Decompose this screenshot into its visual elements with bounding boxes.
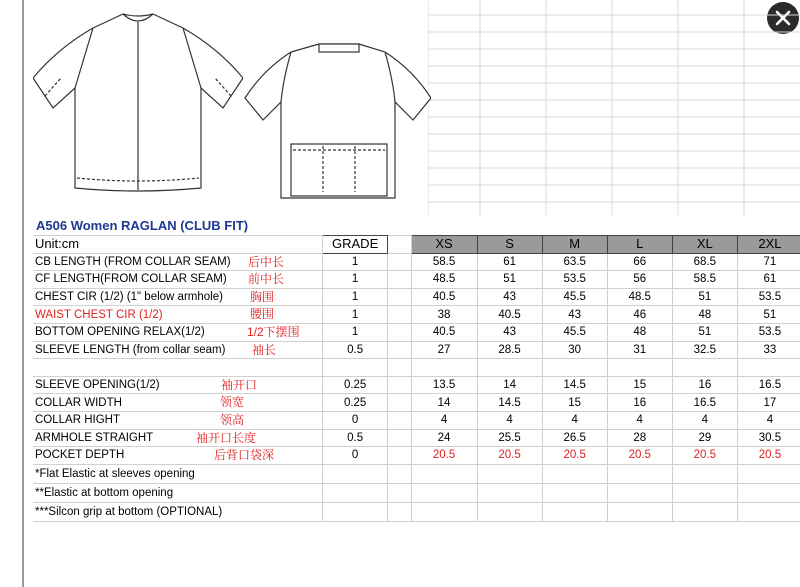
value-cell: 43: [477, 323, 542, 341]
row-label-cell: [33, 306, 323, 324]
value-cell: 61: [737, 271, 800, 289]
empty-cell: [411, 483, 477, 502]
row-label-cell: [33, 341, 323, 359]
value-cell: 20.5: [542, 447, 607, 465]
spacer-cell: [387, 447, 411, 465]
note-text: **Elastic at bottom opening: [33, 483, 323, 502]
table-row: [33, 271, 800, 289]
grade-cell: 0.5: [323, 429, 388, 447]
value-cell: 58.5: [672, 271, 737, 289]
row-label: CHEST CIR (1/2) (1" below armhole): [35, 291, 223, 304]
value-cell: 63.5: [542, 253, 607, 271]
page-border-line: [22, 0, 24, 587]
row-chinese-label: 袖开口: [221, 377, 258, 392]
unit-label: Unit:cm: [33, 236, 323, 254]
row-label-cell: [33, 323, 323, 341]
value-cell: 4: [607, 411, 672, 429]
value-cell: 16: [607, 394, 672, 412]
empty-cell: [607, 359, 672, 377]
value-cell: 40.5: [411, 323, 477, 341]
row-chinese-label: 腰围: [250, 307, 275, 322]
row-chinese-label: 袖开口长度: [196, 430, 257, 445]
row-label-cell: [33, 271, 323, 289]
empty-cell: [323, 464, 388, 483]
value-cell: 30.5: [737, 429, 800, 447]
grade-cell: 1: [323, 288, 388, 306]
spacer-cell: [387, 429, 411, 447]
empty-cell: [33, 359, 323, 377]
size-header-s: S: [477, 236, 542, 254]
empty-cell: [672, 464, 737, 483]
size-header-m: M: [542, 236, 607, 254]
empty-cell: [411, 359, 477, 377]
value-cell: 71: [737, 253, 800, 271]
empty-cell: [542, 502, 607, 521]
row-label-cell: [33, 288, 323, 306]
row-label-cell: [33, 411, 323, 429]
value-cell: 4: [477, 411, 542, 429]
note-text: *Flat Elastic at sleeves opening: [33, 464, 323, 483]
value-cell: 33: [737, 341, 800, 359]
empty-cell: [542, 464, 607, 483]
row-label-cell: [33, 376, 323, 394]
jersey-back-drawing: [241, 40, 431, 200]
value-cell: 29: [672, 429, 737, 447]
empty-cell: [323, 502, 388, 521]
spacer-cell: [387, 341, 411, 359]
grade-cell: 0.5: [323, 341, 388, 359]
spacer-cell: [387, 411, 411, 429]
value-cell: 20.5: [411, 447, 477, 465]
row-chinese-label: 后背口袋深: [214, 448, 275, 463]
table-row: [33, 341, 800, 359]
empty-cell: [737, 464, 800, 483]
value-cell: 51: [737, 306, 800, 324]
value-cell: 4: [542, 411, 607, 429]
row-label-cell: [33, 394, 323, 412]
row-chinese-label: 领宽: [220, 395, 245, 410]
value-cell: 43: [477, 288, 542, 306]
value-cell: 14: [411, 394, 477, 412]
row-chinese-label: 前中长: [248, 272, 285, 287]
row-label: SLEEVE OPENING(1/2): [35, 379, 160, 392]
row-label: COLLAR WIDTH: [35, 396, 122, 409]
row-label: BOTTOM OPENING RELAX(1/2): [35, 326, 205, 339]
value-cell: 20.5: [672, 447, 737, 465]
value-cell: 48: [607, 323, 672, 341]
value-cell: 53.5: [542, 271, 607, 289]
value-cell: 15: [542, 394, 607, 412]
jersey-front-drawing: [33, 8, 243, 196]
spacer-cell: [387, 323, 411, 341]
note-row: [33, 502, 800, 521]
spacer-cell: [387, 394, 411, 412]
empty-cell: [323, 359, 388, 377]
empty-cell: [672, 359, 737, 377]
empty-cell: [387, 464, 411, 483]
note-row: [33, 483, 800, 502]
size-header-2xl: 2XL: [737, 236, 800, 254]
value-cell: 61: [477, 253, 542, 271]
row-label: CF LENGTH(FROM COLLAR SEAM): [35, 273, 227, 286]
row-label: SLEEVE LENGTH (from collar seam): [35, 343, 226, 356]
value-cell: 56: [607, 271, 672, 289]
size-table: [33, 235, 800, 522]
value-cell: 20.5: [737, 447, 800, 465]
row-label-cell: [33, 253, 323, 271]
value-cell: 40.5: [411, 288, 477, 306]
value-cell: 4: [672, 411, 737, 429]
value-cell: 16.5: [672, 394, 737, 412]
value-cell: 58.5: [411, 253, 477, 271]
value-cell: 24: [411, 429, 477, 447]
table-row: [33, 288, 800, 306]
row-chinese-label: 袖长: [252, 342, 277, 357]
row-label: POCKET DEPTH: [35, 449, 125, 462]
row-label: WAIST CHEST CIR (1/2): [35, 308, 163, 321]
spacer-cell: [387, 376, 411, 394]
value-cell: 53.5: [737, 323, 800, 341]
value-cell: 68.5: [672, 253, 737, 271]
row-chinese-label: 后中长: [248, 254, 285, 269]
spacer-cell: [387, 306, 411, 324]
value-cell: 66: [607, 253, 672, 271]
table-row: [33, 411, 800, 429]
value-cell: 20.5: [607, 447, 672, 465]
grade-cell: 0.25: [323, 376, 388, 394]
table-row: [33, 253, 800, 271]
value-cell: 13.5: [411, 376, 477, 394]
grade-header: GRADE: [323, 236, 388, 254]
value-cell: 14.5: [542, 376, 607, 394]
value-cell: 38: [411, 306, 477, 324]
value-cell: 48.5: [411, 271, 477, 289]
row-chinese-label: 1/2下摆围: [247, 324, 300, 339]
table-row: [33, 447, 800, 465]
grade-cell: 0.25: [323, 394, 388, 412]
row-label: ARMHOLE STRAIGHT: [35, 431, 154, 444]
empty-cell: [387, 359, 411, 377]
empty-cell: [607, 483, 672, 502]
value-cell: 53.5: [737, 288, 800, 306]
value-cell: 48: [672, 306, 737, 324]
grade-cell: 1: [323, 323, 388, 341]
empty-cell: [477, 464, 542, 483]
value-cell: 51: [672, 288, 737, 306]
value-cell: 4: [411, 411, 477, 429]
spacer-cell: [387, 253, 411, 271]
table-row: [33, 429, 800, 447]
empty-cell: [477, 359, 542, 377]
row-label-cell: [33, 447, 323, 465]
value-cell: 17: [737, 394, 800, 412]
table-row: [33, 323, 800, 341]
empty-cell: [607, 464, 672, 483]
value-cell: 14: [477, 376, 542, 394]
empty-cell: [542, 359, 607, 377]
empty-cell: [607, 502, 672, 521]
spacer-cell: [387, 271, 411, 289]
table-row: [33, 394, 800, 412]
sheet-title: A506 Women RAGLAN (CLUB FIT): [36, 218, 249, 233]
value-cell: 16: [672, 376, 737, 394]
empty-cell: [411, 502, 477, 521]
grade-cell: 0: [323, 411, 388, 429]
value-cell: 51: [477, 271, 542, 289]
empty-cell: [387, 483, 411, 502]
note-text: ***Silcon grip at bottom (OPTIONAL): [33, 502, 323, 521]
spec-sheet: [33, 0, 800, 587]
row-chinese-label: 胸围: [250, 289, 275, 304]
grade-cell: 1: [323, 306, 388, 324]
value-cell: 28: [607, 429, 672, 447]
value-cell: 48.5: [607, 288, 672, 306]
value-cell: 4: [737, 411, 800, 429]
value-cell: 25.5: [477, 429, 542, 447]
value-cell: 28.5: [477, 341, 542, 359]
value-cell: 46: [607, 306, 672, 324]
spacer-cell: [387, 236, 411, 254]
empty-cell: [672, 483, 737, 502]
empty-cell: [477, 502, 542, 521]
grade-cell: 0: [323, 447, 388, 465]
grade-cell: 1: [323, 271, 388, 289]
value-cell: 15: [607, 376, 672, 394]
empty-cell: [737, 502, 800, 521]
value-cell: 40.5: [477, 306, 542, 324]
empty-cell: [477, 483, 542, 502]
value-cell: 51: [672, 323, 737, 341]
table-header-row: [33, 236, 800, 254]
size-header-xs: XS: [411, 236, 477, 254]
value-cell: 16.5: [737, 376, 800, 394]
value-cell: 45.5: [542, 288, 607, 306]
value-cell: 43: [542, 306, 607, 324]
empty-cell: [387, 502, 411, 521]
value-cell: 14.5: [477, 394, 542, 412]
value-cell: 26.5: [542, 429, 607, 447]
row-label-cell: [33, 429, 323, 447]
row-chinese-label: 领高: [220, 412, 245, 427]
empty-cell: [737, 483, 800, 502]
empty-cell: [542, 483, 607, 502]
note-row: [33, 464, 800, 483]
size-header-xl: XL: [672, 236, 737, 254]
value-cell: 32.5: [672, 341, 737, 359]
empty-cell: [672, 502, 737, 521]
spacer-cell: [387, 288, 411, 306]
empty-cell: [323, 483, 388, 502]
value-cell: 20.5: [477, 447, 542, 465]
empty-cell: [737, 359, 800, 377]
value-cell: 45.5: [542, 323, 607, 341]
grade-cell: 1: [323, 253, 388, 271]
row-label: CB LENGTH (FROM COLLAR SEAM): [35, 255, 231, 268]
spreadsheet-grid: [428, 0, 800, 215]
table-row: [33, 376, 800, 394]
size-header-l: L: [607, 236, 672, 254]
value-cell: 27: [411, 341, 477, 359]
row-label: COLLAR HIGHT: [35, 414, 120, 427]
value-cell: 30: [542, 341, 607, 359]
table-row: [33, 306, 800, 324]
blank-row: [33, 359, 800, 377]
empty-cell: [411, 464, 477, 483]
value-cell: 31: [607, 341, 672, 359]
